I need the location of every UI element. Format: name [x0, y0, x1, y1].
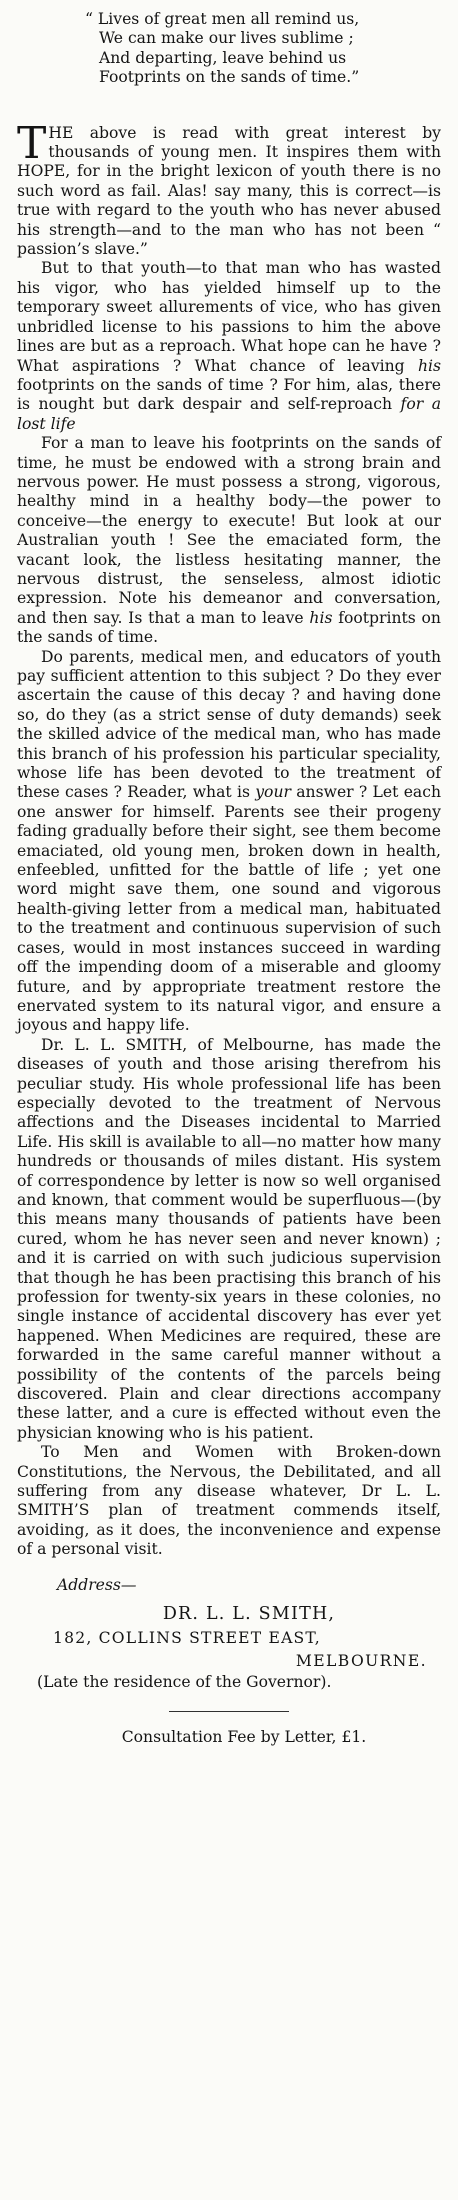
poem-line-4: Footprints on the sands of time.” — [99, 68, 360, 87]
poem-epigraph — [85, 10, 441, 88]
divider-rule — [169, 1711, 289, 1712]
city-name: MELBOURNE. — [295, 1651, 427, 1670]
paragraph-4-emphasis: your — [255, 783, 291, 802]
paragraph-3 — [17, 434, 441, 647]
paragraph-1-text: HE above is read with great interest by thousands of young men. It inspires them with HOPE, for in the bright lexicon of youth there is no such word as fail. Alas! say many, this is correct—is true with regard to the youth who has never abused his strength—and to the man who has not been “ passion’s slave.” — [17, 123, 441, 259]
consultation-fee: Consultation Fee by Letter, £1. — [121, 1727, 367, 1746]
paragraph-1 — [17, 117, 441, 260]
paragraph-2-emphasis-2: for a lost life — [17, 395, 441, 433]
paragraph-2-text-cont: footprints on the sands of time ? For him, alas, there is nought but dark despair and self-reproach — [17, 375, 441, 414]
paragraph-6: To Men and Women with Broken-down Constitutions, the Nervous, the Debilitated, and all suffering from any disease whatever, Dr L. L. SMITH’S plan of treatment commends itself, avoiding, as it does, the inconvenience and expense of a personal visit. — [17, 1443, 441, 1559]
paragraph-2 — [17, 259, 441, 434]
paragraph-4 — [17, 648, 441, 1036]
paragraph-4-text-cont: answer ? Let each one answer for himself. Parents see their progeny fading gradually before their sight, see them become emaciated, old young men, broken down in health, enfeebled, unfitted for the battle of life ; yet one word might save them, one sound and vigorous health-giving letter from a medical man, habituated to the treatment and continuous supervision of such cases, would in most instances succeed in warding off the impending doom of a miserable and gloomy future, and by appropriate treatment restore the enervated system to its natural vigor, and ensure a joyous and happy life. — [17, 783, 441, 1035]
paragraph-3-emphasis: his — [309, 608, 333, 627]
paragraph-2-text: But to that youth—to that man who has wasted his vigor, who has yielded himself up to the temporary sweet allurements of vice, who has given unbridled license to his passions to him the above lines are but as a reproach. What hope can he have ? What aspirations ? What chance of leaving — [17, 259, 441, 375]
paragraph-5: Dr. L. L. SMITH, of Melbourne, has made the diseases of youth and those arising therefrom his peculiar study. His whole professional life has been especially devoted to the treatment of Nervous affections and the Diseases incidental to Married Life. His skill is available to all—no matter how many hundreds or thousands of miles distant. His system of correspondence by letter is now so well organised and known, that comment would be superfluous—(by this means many thousands of patients have been cured, whom he has never seen and never known) ; and it is carried on with such judicious supervision that though he has been practising this branch of his profession for twenty-six years in these colonies, no single instance of accidental discovery has ever yet happened. When Medicines are required, these are forwarded in the same careful manner without a possibility of the contents of the parcels being discovered. Plain and clear directions accompany these latter, and a cure is effected without even the physician knowing who is his patient. — [17, 1035, 441, 1442]
paragraph-3-text-cont: footprints on the sands of time. — [17, 608, 441, 647]
address-label: Address— — [57, 1575, 137, 1594]
street-address: 182, COLLINS STREET EAST, — [53, 1628, 321, 1647]
paragraph-2-emphasis-1: his — [417, 356, 441, 375]
paragraph-4-text: Do parents, medical men, and educators of youth pay sufficient attention to this subject ? Do they ever ascertain the cause of this decay ? and having done so, do they (as a strict sense of duty demands) seek the skilled advice of the medical man, who has made this branch of his profession his particular speciality, whose life has been devoted to the treatment of these cases ? Reader, what is — [17, 647, 441, 802]
article-body — [17, 117, 441, 1560]
drop-cap-letter: T — [17, 117, 46, 169]
poem-line-3: And departing, leave behind us — [99, 48, 347, 67]
poem-line-1: “ Lives of great men all remind us, — [85, 10, 360, 28]
address-block — [17, 1605, 441, 1693]
address-note: (Late the residence of the Governor). — [37, 1673, 332, 1692]
doctor-name: DR. L. L. SMITH, — [162, 1604, 336, 1625]
poem-line-2: We can make our lives sublime ; — [99, 29, 354, 48]
paragraph-3-text: For a man to leave his footprints on the sands of time, he must be endowed with a strong brain and nervous power. He must possess a strong, vigorous, healthy mind in a healthy body—the power to conceive—the energy to execute! But look at our Australian youth ! See the emaciated form, the vacant look, the listless hesitating manner, the nervous distrust, the senseless, almost idiotic expression. Note his demeanor and conversation, and then say. Is that a man to leave — [17, 434, 441, 627]
